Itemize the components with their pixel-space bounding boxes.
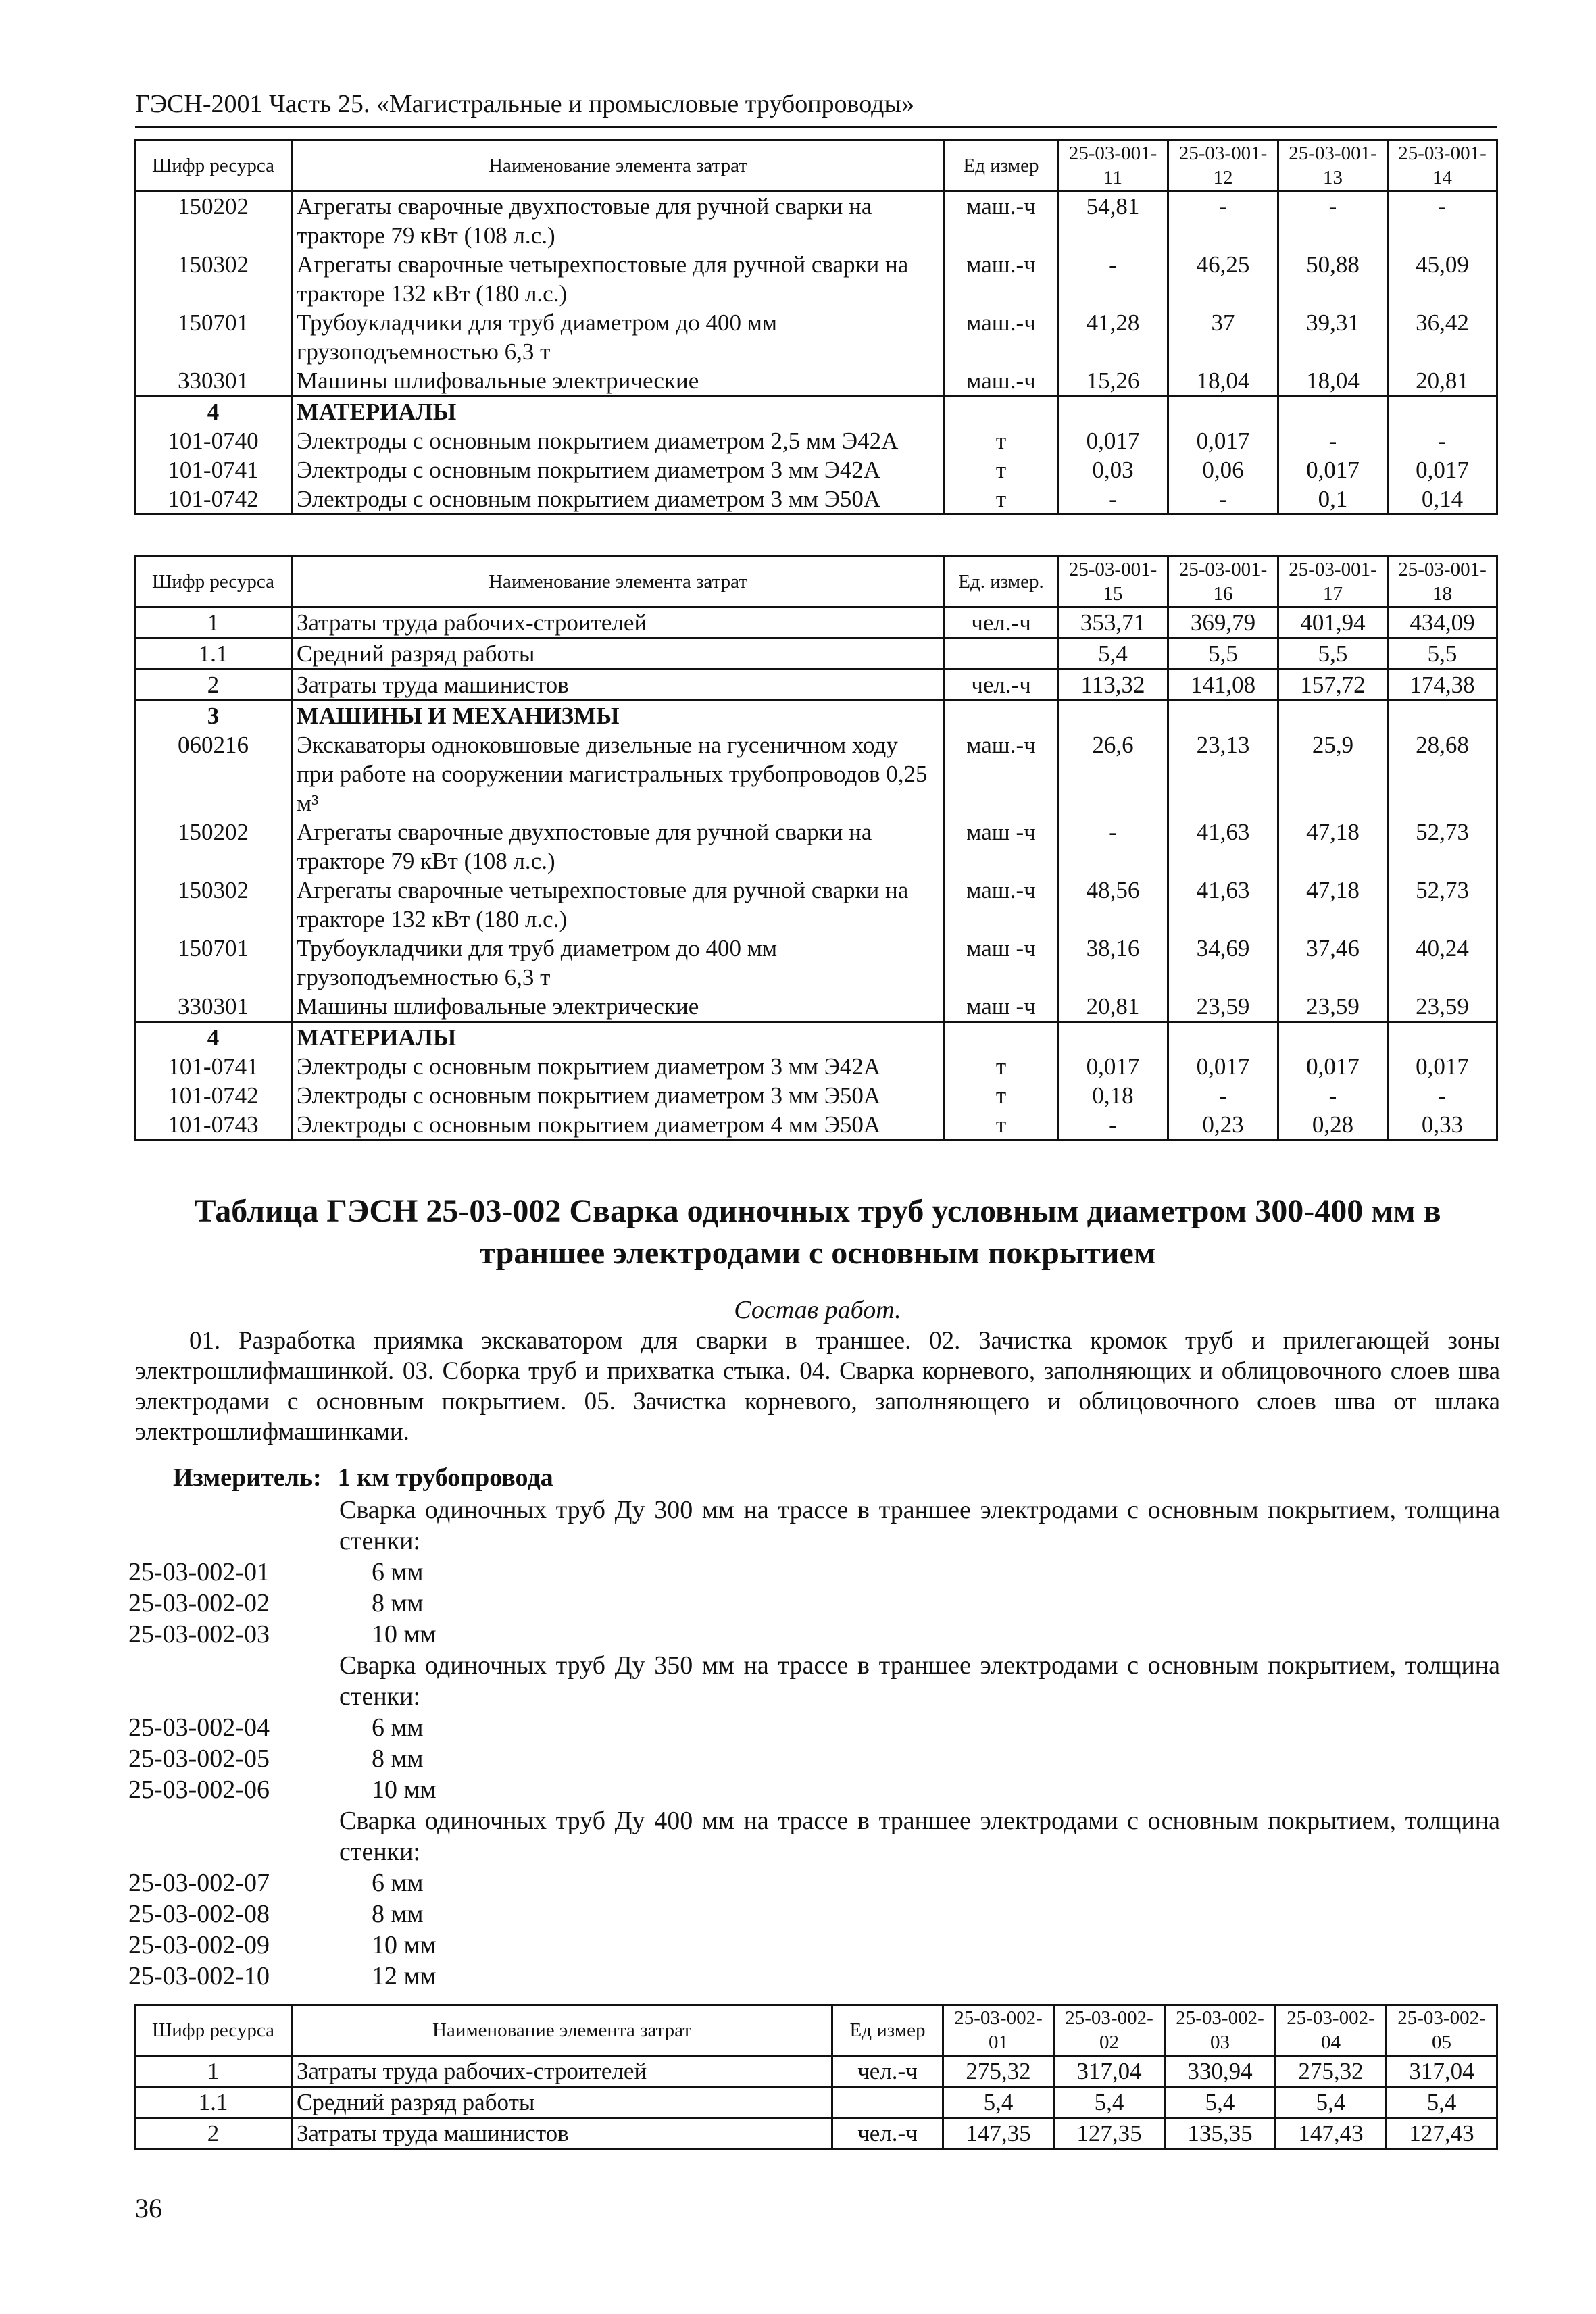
table-row <box>135 992 1497 1022</box>
value-cell: 0,017 <box>1388 455 1497 484</box>
unit: маш -ч <box>945 992 1058 1022</box>
resource-code: 330301 <box>135 366 292 397</box>
table-row <box>135 484 1497 515</box>
value-cell: 5,5 <box>1388 638 1497 670</box>
norm-group-description: Сварка одиночных труб Ду 350 мм на трассе в траншее электродами с основным покрытием, толщина стенки: <box>339 1651 1500 1711</box>
norm-value: 8 мм <box>372 1900 424 1928</box>
value-cell: 47,18 <box>1278 876 1388 934</box>
value-cell: - <box>1278 191 1388 251</box>
value-cell: 330,94 <box>1165 2056 1276 2087</box>
cost-element-name: Средний разряд работы <box>292 2087 832 2118</box>
cost-element-name: Машины шлифовальные электрические <box>292 366 945 397</box>
value-cell: - <box>1388 1081 1497 1110</box>
unit <box>945 638 1058 670</box>
cost-element-name: Затраты труда машинистов <box>292 2118 832 2149</box>
value-cell: - <box>1058 484 1168 515</box>
value-cell: 5,4 <box>1165 2087 1276 2118</box>
resource-code: 150701 <box>135 308 292 366</box>
value-cell: - <box>1168 484 1278 515</box>
value-cell: 141,08 <box>1168 670 1278 701</box>
table-row <box>135 455 1497 484</box>
value-cell: 41,28 <box>1058 308 1168 366</box>
value-cell: - <box>1388 191 1497 251</box>
value-cell: 127,35 <box>1054 2118 1165 2149</box>
unit: т <box>945 484 1058 515</box>
cost-element-name: МАШИНЫ И МЕХАНИЗМЫ <box>292 701 945 731</box>
cost-element-name: Средний разряд работы <box>292 638 945 670</box>
norm-item <box>128 1557 424 1588</box>
works-description: 01. Разработка приямка экскаватором для сварки в траншее. 02. Зачистка кромок труб и прилегающей зоны электрошлифмашинкой. 03. Сборка труб и прихватка стыка. 04. Сварка корневого, заполняющих и облицовочного слоев шва электродами с основным покрытием. 05. Зачистка корневого, заполняющего и облицовочного слоев шва от шлака электрошлифмашинками. <box>135 1327 1500 1446</box>
value-cell <box>1058 397 1168 427</box>
measure-line <box>173 1462 553 1493</box>
norm-item <box>128 1774 437 1805</box>
value-cell: 37 <box>1168 308 1278 366</box>
cost-element-name: Электроды с основным покрытием диаметром 2,5 мм Э42А <box>292 426 945 455</box>
resource-code: 1.1 <box>135 638 292 670</box>
cost-element-name: Машины шлифовальные электрические <box>292 992 945 1022</box>
value-cell: 25,9 <box>1278 730 1388 818</box>
value-cell: 38,16 <box>1058 934 1168 992</box>
resource-code: 330301 <box>135 992 292 1022</box>
norm-value: 10 мм <box>372 1776 437 1804</box>
unit <box>945 1022 1058 1053</box>
unit <box>832 2087 943 2118</box>
value-cell: 5,5 <box>1278 638 1388 670</box>
column-header: 25-03-001-18 <box>1388 557 1497 607</box>
value-cell: 0,33 <box>1388 1110 1497 1140</box>
value-cell: 15,26 <box>1058 366 1168 397</box>
unit: т <box>945 1081 1058 1110</box>
cost-element-name: Агрегаты сварочные двухпостовые для ручной сварки на тракторе 79 кВт (108 л.с.) <box>292 818 945 876</box>
column-header: 25-03-002-05 <box>1387 2005 1497 2056</box>
unit: чел.-ч <box>832 2056 943 2087</box>
value-cell: 174,38 <box>1388 670 1497 701</box>
norm-item <box>128 1867 424 1898</box>
unit: чел.-ч <box>832 2118 943 2149</box>
value-cell <box>1278 1022 1388 1053</box>
column-header: Ед. измер. <box>945 557 1058 607</box>
value-cell: 23,59 <box>1278 992 1388 1022</box>
value-cell: 52,73 <box>1388 876 1497 934</box>
norm-code: 25-03-002-09 <box>128 1931 270 1959</box>
value-cell: 48,56 <box>1058 876 1168 934</box>
value-cell: 47,18 <box>1278 818 1388 876</box>
table-row <box>135 1022 1497 1053</box>
resource-code: 060216 <box>135 730 292 818</box>
norm-item <box>128 1619 437 1650</box>
resource-code: 101-0742 <box>135 1081 292 1110</box>
cost-element-name: Электроды с основным покрытием диаметром 3 мм Э50А <box>292 1081 945 1110</box>
value-cell: 147,43 <box>1276 2118 1387 2149</box>
value-cell: 0,017 <box>1168 426 1278 455</box>
cost-element-name: Затраты труда рабочих-строителей <box>292 607 945 638</box>
table-row <box>135 638 1497 670</box>
resource-table-2 <box>134 555 1498 1141</box>
resource-code: 2 <box>135 2118 292 2149</box>
norm-code: 25-03-002-04 <box>128 1713 270 1742</box>
value-cell <box>1168 397 1278 427</box>
table-row <box>135 426 1497 455</box>
resource-code: 4 <box>135 397 292 427</box>
table-row <box>135 2118 1497 2149</box>
value-cell: 46,25 <box>1168 250 1278 308</box>
table-row <box>135 397 1497 427</box>
norm-code: 25-03-002-10 <box>128 1962 270 1990</box>
value-cell: 317,04 <box>1387 2056 1497 2087</box>
resource-table-1 <box>134 139 1498 515</box>
value-cell: 353,71 <box>1058 607 1168 638</box>
resource-code: 150701 <box>135 934 292 992</box>
unit: маш.-ч <box>945 876 1058 934</box>
unit: т <box>945 1110 1058 1140</box>
value-cell: 20,81 <box>1058 992 1168 1022</box>
norm-value: 6 мм <box>372 1869 424 1897</box>
table-body <box>135 191 1497 515</box>
norm-item <box>128 1743 424 1774</box>
cost-element-name: МАТЕРИАЛЫ <box>292 397 945 427</box>
value-cell <box>1278 397 1388 427</box>
norm-code: 25-03-002-08 <box>128 1900 270 1928</box>
cost-element-name: Трубоукладчики для труб диаметром до 400 мм грузоподъемностью 6,3 т <box>292 308 945 366</box>
value-cell: - <box>1388 426 1497 455</box>
header-rule <box>135 126 1497 128</box>
norm-item <box>128 1588 424 1619</box>
resource-code: 101-0740 <box>135 426 292 455</box>
unit: маш.-ч <box>945 366 1058 397</box>
value-cell: 5,4 <box>1276 2087 1387 2118</box>
table-row <box>135 250 1497 308</box>
resource-code: 1.1 <box>135 2087 292 2118</box>
value-cell <box>1388 701 1497 731</box>
measure-value: 1 км трубопровода <box>337 1463 553 1492</box>
cost-element-name: Агрегаты сварочные четырехпостовые для ручной сварки на тракторе 132 кВт (180 л.с.) <box>292 876 945 934</box>
norm-item <box>128 1898 424 1930</box>
value-cell: 401,94 <box>1278 607 1388 638</box>
column-header: 25-03-001-13 <box>1278 141 1388 191</box>
table-row <box>135 730 1497 818</box>
column-header: 25-03-001-14 <box>1388 141 1497 191</box>
table-row <box>135 670 1497 701</box>
resource-code: 150302 <box>135 250 292 308</box>
unit: маш.-ч <box>945 308 1058 366</box>
value-cell: 0,017 <box>1058 426 1168 455</box>
cost-element-name: Трубоукладчики для труб диаметром до 400 мм грузоподъемностью 6,3 т <box>292 934 945 992</box>
norm-code: 25-03-002-02 <box>128 1589 270 1617</box>
table-row <box>135 1110 1497 1140</box>
norm-value: 6 мм <box>372 1558 424 1586</box>
value-cell: 18,04 <box>1278 366 1388 397</box>
value-cell: 0,017 <box>1168 1052 1278 1081</box>
column-header: Шифр ресурса <box>135 557 292 607</box>
table-row <box>135 1052 1497 1081</box>
value-cell: - <box>1278 426 1388 455</box>
value-cell: 275,32 <box>943 2056 1054 2087</box>
value-cell <box>1388 1022 1497 1053</box>
table-body <box>135 2056 1497 2149</box>
value-cell: - <box>1058 818 1168 876</box>
unit: маш -ч <box>945 934 1058 992</box>
resource-code: 2 <box>135 670 292 701</box>
unit: маш.-ч <box>945 730 1058 818</box>
value-cell: 26,6 <box>1058 730 1168 818</box>
table-row <box>135 308 1497 366</box>
table-header-row <box>135 141 1497 191</box>
norm-value: 8 мм <box>372 1744 424 1773</box>
column-header: 25-03-002-01 <box>943 2005 1054 2056</box>
resource-code: 101-0743 <box>135 1110 292 1140</box>
column-header: 25-03-001-12 <box>1168 141 1278 191</box>
resource-table-3 <box>134 2004 1498 2150</box>
cost-element-name: Электроды с основным покрытием диаметром 3 мм Э50А <box>292 484 945 515</box>
value-cell: 0,017 <box>1388 1052 1497 1081</box>
table-row <box>135 2087 1497 2118</box>
value-cell <box>1388 397 1497 427</box>
value-cell: 0,1 <box>1278 484 1388 515</box>
table-row <box>135 934 1497 992</box>
column-header: 25-03-002-04 <box>1276 2005 1387 2056</box>
value-cell: 0,03 <box>1058 455 1168 484</box>
value-cell: 54,81 <box>1058 191 1168 251</box>
value-cell <box>1168 701 1278 731</box>
value-cell: 157,72 <box>1278 670 1388 701</box>
column-header: 25-03-001-17 <box>1278 557 1388 607</box>
cost-element-name: Агрегаты сварочные четырехпостовые для ручной сварки на тракторе 132 кВт (180 л.с.) <box>292 250 945 308</box>
norm-item <box>128 1712 424 1743</box>
value-cell: 0,017 <box>1278 455 1388 484</box>
unit: т <box>945 455 1058 484</box>
table-body <box>135 607 1497 1140</box>
column-header: Наименование элемента затрат <box>292 557 945 607</box>
unit: маш.-ч <box>945 191 1058 251</box>
value-cell: 147,35 <box>943 2118 1054 2149</box>
value-cell: 45,09 <box>1388 250 1497 308</box>
value-cell: 18,04 <box>1168 366 1278 397</box>
cost-element-name: Электроды с основным покрытием диаметром 3 мм Э42А <box>292 455 945 484</box>
value-cell: 113,32 <box>1058 670 1168 701</box>
value-cell: - <box>1168 1081 1278 1110</box>
column-header: 25-03-001-15 <box>1058 557 1168 607</box>
value-cell: 0,18 <box>1058 1081 1168 1110</box>
value-cell: 23,59 <box>1168 992 1278 1022</box>
value-cell: 369,79 <box>1168 607 1278 638</box>
value-cell: 5,4 <box>943 2087 1054 2118</box>
value-cell: - <box>1278 1081 1388 1110</box>
value-cell: 41,63 <box>1168 876 1278 934</box>
value-cell: 5,4 <box>1054 2087 1165 2118</box>
table-row <box>135 876 1497 934</box>
value-cell: 434,09 <box>1388 607 1497 638</box>
resource-code: 1 <box>135 607 292 638</box>
norm-value: 6 мм <box>372 1713 424 1742</box>
value-cell: 40,24 <box>1388 934 1497 992</box>
value-cell: 135,35 <box>1165 2118 1276 2149</box>
norm-value: 10 мм <box>372 1620 437 1649</box>
value-cell: 41,63 <box>1168 818 1278 876</box>
unit <box>945 701 1058 731</box>
unit: чел.-ч <box>945 607 1058 638</box>
measure-label: Измеритель: <box>173 1463 322 1492</box>
works-heading: Состав работ. <box>734 1296 901 1324</box>
norm-group-description: Сварка одиночных труб Ду 400 мм на трассе в траншее электродами с основным покрытием, толщина стенки: <box>339 1807 1500 1866</box>
table-row <box>135 1081 1497 1110</box>
value-cell: 0,06 <box>1168 455 1278 484</box>
value-cell: 0,23 <box>1168 1110 1278 1140</box>
resource-code: 4 <box>135 1022 292 1053</box>
unit: маш.-ч <box>945 250 1058 308</box>
norm-value: 12 мм <box>372 1962 437 1990</box>
table-header-row <box>135 557 1497 607</box>
value-cell: 127,43 <box>1387 2118 1497 2149</box>
resource-code: 3 <box>135 701 292 731</box>
column-header: Ед измер <box>945 141 1058 191</box>
value-cell: 52,73 <box>1388 818 1497 876</box>
section-title: Таблица ГЭСН 25-03-002 Сварка одиночных труб условным диаметром 300-400 мм в траншее электродами с основным покрытием <box>194 1193 1441 1271</box>
norm-code: 25-03-002-05 <box>128 1744 270 1773</box>
table-row <box>135 2056 1497 2087</box>
column-header: Ед измер <box>832 2005 943 2056</box>
norm-value: 10 мм <box>372 1931 437 1959</box>
table-row <box>135 607 1497 638</box>
value-cell: 0,017 <box>1278 1052 1388 1081</box>
table-row <box>135 191 1497 251</box>
column-header: Шифр ресурса <box>135 2005 292 2056</box>
value-cell: 0,017 <box>1058 1052 1168 1081</box>
resource-code: 1 <box>135 2056 292 2087</box>
unit: маш -ч <box>945 818 1058 876</box>
value-cell <box>1278 701 1388 731</box>
value-cell: 0,28 <box>1278 1110 1388 1140</box>
value-cell: 39,31 <box>1278 308 1388 366</box>
cost-element-name: Электроды с основным покрытием диаметром 3 мм Э42А <box>292 1052 945 1081</box>
unit: т <box>945 426 1058 455</box>
value-cell: 317,04 <box>1054 2056 1165 2087</box>
cost-element-name: Затраты труда рабочих-строителей <box>292 2056 832 2087</box>
norm-value: 8 мм <box>372 1589 424 1617</box>
table-header-row <box>135 2005 1497 2056</box>
resource-code: 150302 <box>135 876 292 934</box>
norm-code: 25-03-002-07 <box>128 1869 270 1897</box>
value-cell: 5,4 <box>1387 2087 1497 2118</box>
resource-code: 101-0741 <box>135 1052 292 1081</box>
column-header: 25-03-002-02 <box>1054 2005 1165 2056</box>
value-cell: - <box>1058 1110 1168 1140</box>
column-header: Шифр ресурса <box>135 141 292 191</box>
table-row <box>135 818 1497 876</box>
value-cell: 28,68 <box>1388 730 1497 818</box>
value-cell <box>1168 1022 1278 1053</box>
value-cell: 34,69 <box>1168 934 1278 992</box>
column-header: 25-03-001-11 <box>1058 141 1168 191</box>
unit <box>945 397 1058 427</box>
unit: т <box>945 1052 1058 1081</box>
value-cell: 36,42 <box>1388 308 1497 366</box>
value-cell: 20,81 <box>1388 366 1497 397</box>
value-cell <box>1058 701 1168 731</box>
page-number: 36 <box>135 2193 162 2223</box>
norm-code: 25-03-002-03 <box>128 1620 270 1649</box>
norm-group-description: Сварка одиночных труб Ду 300 мм на трассе в траншее электродами с основным покрытием, толщина стенки: <box>339 1496 1500 1555</box>
norm-item <box>128 1930 437 1961</box>
value-cell: 23,13 <box>1168 730 1278 818</box>
unit: чел.-ч <box>945 670 1058 701</box>
norm-item <box>128 1961 437 1992</box>
table-row <box>135 366 1497 397</box>
column-header: 25-03-001-16 <box>1168 557 1278 607</box>
value-cell: 23,59 <box>1388 992 1497 1022</box>
norm-code: 25-03-002-01 <box>128 1558 270 1586</box>
value-cell: 275,32 <box>1276 2056 1387 2087</box>
column-header: 25-03-002-03 <box>1165 2005 1276 2056</box>
resource-code: 101-0742 <box>135 484 292 515</box>
resource-code: 150202 <box>135 191 292 251</box>
cost-element-name: Агрегаты сварочные двухпостовые для ручной сварки на тракторе 79 кВт (108 л.с.) <box>292 191 945 251</box>
cost-element-name: МАТЕРИАЛЫ <box>292 1022 945 1053</box>
value-cell: 5,4 <box>1058 638 1168 670</box>
page-header: ГЭСН-2001 Часть 25. «Магистральные и промысловые трубопроводы» <box>135 90 914 118</box>
cost-element-name: Затраты труда машинистов <box>292 670 945 701</box>
value-cell: 0,14 <box>1388 484 1497 515</box>
column-header: Наименование элемента затрат <box>292 141 945 191</box>
value-cell: 50,88 <box>1278 250 1388 308</box>
value-cell: 37,46 <box>1278 934 1388 992</box>
cost-element-name: Электроды с основным покрытием диаметром 4 мм Э50А <box>292 1110 945 1140</box>
resource-code: 101-0741 <box>135 455 292 484</box>
column-header: Наименование элемента затрат <box>292 2005 832 2056</box>
norm-code: 25-03-002-06 <box>128 1776 270 1804</box>
value-cell <box>1058 1022 1168 1053</box>
resource-code: 150202 <box>135 818 292 876</box>
value-cell: - <box>1168 191 1278 251</box>
value-cell: - <box>1058 250 1168 308</box>
cost-element-name: Экскаваторы одноковшовые дизельные на гусеничном ходу при работе на сооружении магистральных трубопроводов 0,25 м³ <box>292 730 945 818</box>
table-row <box>135 701 1497 731</box>
value-cell: 5,5 <box>1168 638 1278 670</box>
